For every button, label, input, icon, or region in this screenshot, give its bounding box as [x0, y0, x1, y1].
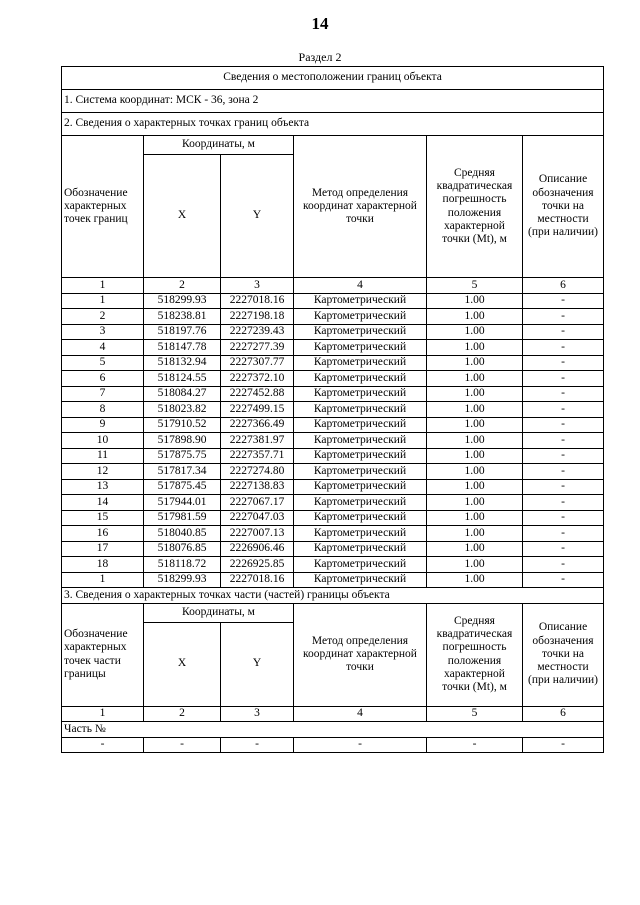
table-row	[62, 386, 604, 402]
point-number: 18	[62, 557, 144, 573]
point-x: 517875.75	[144, 448, 221, 464]
table-row	[62, 572, 604, 588]
point-x: 518197.76	[144, 324, 221, 340]
header-designation: Обозначение характерных точек границ	[62, 136, 144, 278]
point-error: 1.00	[427, 433, 523, 449]
table-row	[62, 433, 604, 449]
part-cell: -	[427, 737, 523, 753]
point-description: -	[523, 355, 604, 371]
header-error: Средняя квадратическая погрешность положения характерной точки (Mt), м	[427, 136, 523, 278]
col-number: 3	[221, 278, 294, 294]
table-row	[62, 448, 604, 464]
point-error: 1.00	[427, 417, 523, 433]
point-error: 1.00	[427, 541, 523, 557]
point-y: 2227307.77	[221, 355, 294, 371]
point-method: Картометрический	[294, 293, 427, 309]
point-number: 4	[62, 340, 144, 356]
point-method: Картометрический	[294, 479, 427, 495]
point-y: 2227381.97	[221, 433, 294, 449]
point-y: 2227499.15	[221, 402, 294, 418]
point-y: 2227067.17	[221, 495, 294, 511]
point-description: -	[523, 324, 604, 340]
point-method: Картометрический	[294, 510, 427, 526]
point-description: -	[523, 557, 604, 573]
point-x: 518084.27	[144, 386, 221, 402]
point-error: 1.00	[427, 355, 523, 371]
point-y: 2227047.03	[221, 510, 294, 526]
points-heading: 2. Сведения о характерных точках границ объекта	[62, 113, 604, 136]
point-number: 11	[62, 448, 144, 464]
part-cell: -	[523, 737, 604, 753]
parts-header-y: Y	[221, 622, 294, 706]
table-row	[62, 355, 604, 371]
point-number: 10	[62, 433, 144, 449]
parts-col-number: 6	[523, 706, 604, 722]
parts-header-designation: Обозначение характерных точек части границы	[62, 603, 144, 706]
point-x: 517944.01	[144, 495, 221, 511]
point-error: 1.00	[427, 293, 523, 309]
point-description: -	[523, 464, 604, 480]
header-y: Y	[221, 155, 294, 278]
point-number: 9	[62, 417, 144, 433]
point-y: 2227277.39	[221, 340, 294, 356]
point-number: 6	[62, 371, 144, 387]
point-method: Картометрический	[294, 417, 427, 433]
point-x: 518147.78	[144, 340, 221, 356]
col-number: 5	[427, 278, 523, 294]
point-y: 2227372.10	[221, 371, 294, 387]
point-x: 517910.52	[144, 417, 221, 433]
point-description: -	[523, 495, 604, 511]
point-error: 1.00	[427, 526, 523, 542]
point-y: 2227274.80	[221, 464, 294, 480]
header-coordinates: Координаты, м	[144, 136, 294, 155]
table-row	[62, 309, 604, 325]
point-error: 1.00	[427, 402, 523, 418]
part-cell: -	[144, 737, 221, 753]
point-number: 13	[62, 479, 144, 495]
table-row	[62, 340, 604, 356]
point-x: 518118.72	[144, 557, 221, 573]
parts-col-number: 1	[62, 706, 144, 722]
point-x: 517875.45	[144, 479, 221, 495]
boundary-table	[61, 66, 604, 753]
point-description: -	[523, 293, 604, 309]
point-method: Картометрический	[294, 557, 427, 573]
point-y: 2227357.71	[221, 448, 294, 464]
point-y: 2227138.83	[221, 479, 294, 495]
part-cell: -	[62, 737, 144, 753]
point-y: 2227018.16	[221, 572, 294, 588]
point-error: 1.00	[427, 448, 523, 464]
part-label: Часть №	[62, 722, 604, 738]
point-error: 1.00	[427, 572, 523, 588]
point-y: 2226925.85	[221, 557, 294, 573]
point-description: -	[523, 448, 604, 464]
parts-col-number: 4	[294, 706, 427, 722]
table-row	[62, 510, 604, 526]
parts-header-x: X	[144, 622, 221, 706]
point-method: Картометрический	[294, 464, 427, 480]
point-error: 1.00	[427, 464, 523, 480]
point-number: 14	[62, 495, 144, 511]
col-number: 4	[294, 278, 427, 294]
point-number: 7	[62, 386, 144, 402]
point-method: Картометрический	[294, 448, 427, 464]
point-method: Картометрический	[294, 309, 427, 325]
page-number: 14	[311, 14, 329, 33]
point-method: Картометрический	[294, 572, 427, 588]
parts-col-number: 3	[221, 706, 294, 722]
point-x: 517817.34	[144, 464, 221, 480]
point-y: 2227452.88	[221, 386, 294, 402]
point-number: 15	[62, 510, 144, 526]
col-number: 1	[62, 278, 144, 294]
parts-col-number: 5	[427, 706, 523, 722]
point-method: Картометрический	[294, 433, 427, 449]
point-x: 518076.85	[144, 541, 221, 557]
point-description: -	[523, 526, 604, 542]
point-description: -	[523, 510, 604, 526]
point-y: 2227007.13	[221, 526, 294, 542]
table-row	[62, 495, 604, 511]
table-row	[62, 417, 604, 433]
point-y: 2227018.16	[221, 293, 294, 309]
point-method: Картометрический	[294, 541, 427, 557]
point-y: 2227366.49	[221, 417, 294, 433]
point-error: 1.00	[427, 324, 523, 340]
col-number: 2	[144, 278, 221, 294]
point-description: -	[523, 479, 604, 495]
point-description: -	[523, 309, 604, 325]
parts-header-method: Метод определения координат характерной точки	[294, 603, 427, 706]
point-description: -	[523, 541, 604, 557]
header-x: X	[144, 155, 221, 278]
point-x: 518040.85	[144, 526, 221, 542]
point-x: 518132.94	[144, 355, 221, 371]
table-row	[62, 402, 604, 418]
point-method: Картометрический	[294, 402, 427, 418]
table-row	[62, 557, 604, 573]
point-number: 5	[62, 355, 144, 371]
point-x: 518299.93	[144, 293, 221, 309]
table-row	[62, 324, 604, 340]
point-number: 12	[62, 464, 144, 480]
point-method: Картометрический	[294, 371, 427, 387]
point-x: 517898.90	[144, 433, 221, 449]
part-cell: -	[221, 737, 294, 753]
point-number: 3	[62, 324, 144, 340]
col-number: 6	[523, 278, 604, 294]
point-error: 1.00	[427, 371, 523, 387]
table-row	[62, 464, 604, 480]
point-number: 1	[62, 293, 144, 309]
part-cell: -	[294, 737, 427, 753]
parts-header-description: Описание обозначения точки на местности (при наличии)	[523, 603, 604, 706]
point-method: Картометрический	[294, 324, 427, 340]
point-error: 1.00	[427, 309, 523, 325]
point-error: 1.00	[427, 386, 523, 402]
point-description: -	[523, 340, 604, 356]
table-title: Сведения о местоположении границ объекта	[62, 67, 604, 90]
point-description: -	[523, 433, 604, 449]
point-number: 1	[62, 572, 144, 588]
point-method: Картометрический	[294, 355, 427, 371]
point-number: 2	[62, 309, 144, 325]
parts-col-number: 2	[144, 706, 221, 722]
header-method: Метод определения координат характерной точки	[294, 136, 427, 278]
point-description: -	[523, 417, 604, 433]
point-number: 8	[62, 402, 144, 418]
coord-system: 1. Система координат: МСК - 36, зона 2	[62, 90, 604, 113]
section-label: Раздел 2	[298, 50, 342, 64]
point-error: 1.00	[427, 510, 523, 526]
point-description: -	[523, 572, 604, 588]
point-y: 2227198.18	[221, 309, 294, 325]
point-number: 16	[62, 526, 144, 542]
point-x: 518299.93	[144, 572, 221, 588]
parts-heading: 3. Сведения о характерных точках части (частей) границы объекта	[62, 588, 604, 604]
table-row	[62, 371, 604, 387]
point-number: 17	[62, 541, 144, 557]
point-error: 1.00	[427, 479, 523, 495]
point-error: 1.00	[427, 340, 523, 356]
parts-header-coordinates: Координаты, м	[144, 603, 294, 622]
point-x: 518124.55	[144, 371, 221, 387]
point-x: 517981.59	[144, 510, 221, 526]
point-description: -	[523, 386, 604, 402]
parts-header-error: Средняя квадратическая погрешность положения характерной точки (Mt), м	[427, 603, 523, 706]
table-row	[62, 479, 604, 495]
point-error: 1.00	[427, 495, 523, 511]
point-method: Картометрический	[294, 340, 427, 356]
header-description: Описание обозначения точки на местности (при наличии)	[523, 136, 604, 278]
table-row	[62, 293, 604, 309]
point-x: 518238.81	[144, 309, 221, 325]
point-method: Картометрический	[294, 386, 427, 402]
point-error: 1.00	[427, 557, 523, 573]
point-y: 2226906.46	[221, 541, 294, 557]
point-x: 518023.82	[144, 402, 221, 418]
point-method: Картометрический	[294, 495, 427, 511]
table-row	[62, 541, 604, 557]
point-method: Картометрический	[294, 526, 427, 542]
point-y: 2227239.43	[221, 324, 294, 340]
point-description: -	[523, 402, 604, 418]
point-description: -	[523, 371, 604, 387]
table-row	[62, 526, 604, 542]
